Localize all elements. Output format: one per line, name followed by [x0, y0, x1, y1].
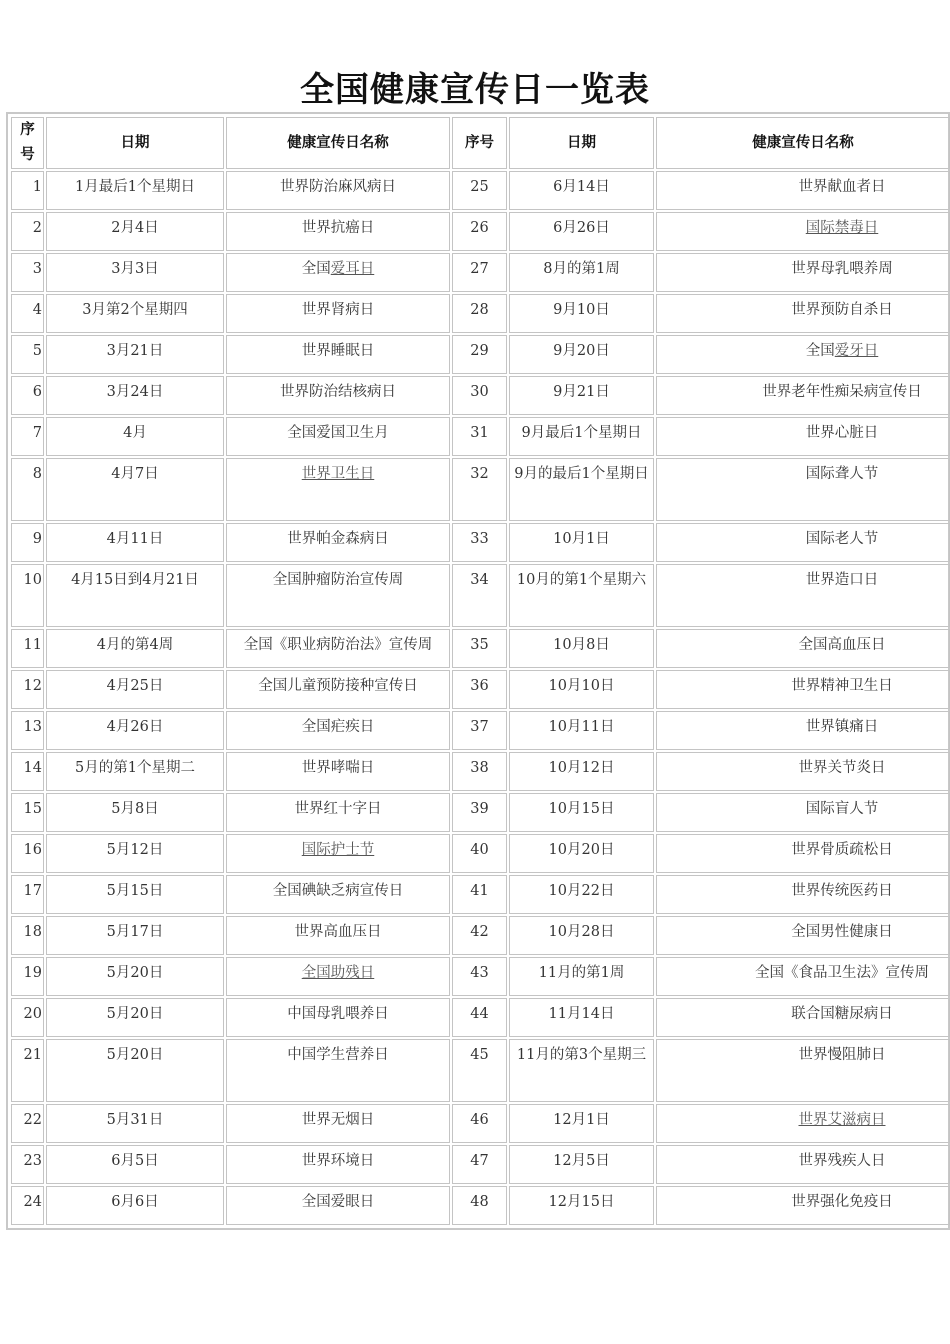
row-number-right: 47 — [452, 1145, 507, 1184]
date-cell-left: 5月20日 — [46, 1039, 224, 1102]
date-cell-left: 6月5日 — [46, 1145, 224, 1184]
date-cell-right: 10月15日 — [509, 793, 654, 832]
date-cell-left: 3月第2个星期四 — [46, 294, 224, 333]
event-name-text: 国际聋人节 — [805, 466, 879, 482]
event-name-link[interactable]: 国际禁毒日 — [805, 220, 879, 236]
event-name-cell-right — [656, 1186, 950, 1225]
row-number-right: 48 — [452, 1186, 507, 1225]
event-name-cell-right — [656, 957, 950, 996]
event-name-cell-left — [226, 711, 450, 750]
event-name-link[interactable]: 爱耳日 — [330, 261, 375, 277]
header-row — [11, 117, 950, 169]
event-name-link[interactable]: 全国助残日 — [301, 965, 375, 981]
header-date-left: 日期 — [46, 117, 224, 169]
event-name-cell-left — [226, 793, 450, 832]
event-name-cell-left — [226, 523, 450, 562]
event-name-cell-right — [656, 335, 950, 374]
row-number-left: 3 — [11, 253, 44, 292]
table-row — [11, 335, 950, 374]
table-row — [11, 752, 950, 791]
event-name-text: 全国《职业病防治法》宣传周 — [243, 637, 433, 653]
event-name-text: 中国母乳喂养日 — [287, 1006, 389, 1022]
date-cell-left: 2月4日 — [46, 212, 224, 251]
row-number-right: 36 — [452, 670, 507, 709]
date-cell-left: 4月15日到4月21日 — [46, 564, 224, 627]
event-name-text: 世界睡眠日 — [301, 343, 375, 359]
event-name-text: 全国肿瘤防治宣传周 — [272, 572, 404, 588]
row-number-right: 29 — [452, 335, 507, 374]
date-cell-left: 5月15日 — [46, 875, 224, 914]
date-cell-right: 10月11日 — [509, 711, 654, 750]
event-name-text: 国际老人节 — [805, 531, 879, 547]
date-cell-right: 10月8日 — [509, 629, 654, 668]
event-name-link[interactable]: 世界卫生日 — [301, 466, 375, 482]
event-name-cell-left — [226, 335, 450, 374]
date-cell-right: 11月14日 — [509, 998, 654, 1037]
table-row — [11, 793, 950, 832]
event-name-cell-right — [656, 916, 950, 955]
row-number-left: 13 — [11, 711, 44, 750]
event-name-text: 世界强化免疫日 — [791, 1194, 893, 1210]
row-number-right: 44 — [452, 998, 507, 1037]
event-name-text: 国际盲人节 — [805, 801, 879, 817]
date-cell-left: 4月26日 — [46, 711, 224, 750]
event-name-cell-right — [656, 458, 950, 521]
row-number-left: 21 — [11, 1039, 44, 1102]
row-number-right: 32 — [452, 458, 507, 521]
date-cell-left: 5月31日 — [46, 1104, 224, 1143]
event-name-cell-left — [226, 458, 450, 521]
date-cell-right: 10月22日 — [509, 875, 654, 914]
row-number-left: 4 — [11, 294, 44, 333]
event-name-text: 全国儿童预防接种宣传日 — [258, 678, 418, 694]
date-cell-right: 9月的最后1个星期日 — [509, 458, 654, 521]
row-number-right: 39 — [452, 793, 507, 832]
event-name-cell-right — [656, 793, 950, 832]
date-cell-left: 4月11日 — [46, 523, 224, 562]
row-number-left: 16 — [11, 834, 44, 873]
row-number-right: 30 — [452, 376, 507, 415]
table-row — [11, 458, 950, 521]
event-name-text: 全国《食品卫生法》宣传周 — [755, 965, 929, 981]
table-row — [11, 1104, 950, 1143]
event-name-cell-right — [656, 998, 950, 1037]
row-number-left: 9 — [11, 523, 44, 562]
event-name-cell-left — [226, 998, 450, 1037]
date-cell-left: 3月21日 — [46, 335, 224, 374]
table-row — [11, 212, 950, 251]
date-cell-left: 4月 — [46, 417, 224, 456]
event-name-cell-right — [656, 294, 950, 333]
event-name-cell-right — [656, 1039, 950, 1102]
event-name-cell-right — [656, 376, 950, 415]
event-name-cell-left — [226, 253, 450, 292]
event-name-text: 世界献血者日 — [798, 179, 886, 195]
row-number-left: 18 — [11, 916, 44, 955]
row-number-right: 46 — [452, 1104, 507, 1143]
row-number-right: 31 — [452, 417, 507, 456]
date-cell-right: 9月10日 — [509, 294, 654, 333]
date-cell-left: 5月20日 — [46, 998, 224, 1037]
row-number-right: 25 — [452, 171, 507, 210]
table-row — [11, 875, 950, 914]
date-cell-right: 10月的第1个星期六 — [509, 564, 654, 627]
date-cell-right: 8月的第1周 — [509, 253, 654, 292]
row-number-right: 41 — [452, 875, 507, 914]
row-number-left: 12 — [11, 670, 44, 709]
date-cell-left: 4月的第4周 — [46, 629, 224, 668]
date-cell-right: 10月1日 — [509, 523, 654, 562]
event-name-cell-left — [226, 564, 450, 627]
event-name-cell-left — [226, 875, 450, 914]
date-cell-right: 9月20日 — [509, 335, 654, 374]
event-name-cell-left — [226, 294, 450, 333]
date-cell-right: 9月21日 — [509, 376, 654, 415]
row-number-right: 34 — [452, 564, 507, 627]
table-row — [11, 711, 950, 750]
row-number-left: 14 — [11, 752, 44, 791]
date-cell-left: 6月6日 — [46, 1186, 224, 1225]
event-name-cell-right — [656, 253, 950, 292]
event-name-link[interactable]: 国际护士节 — [301, 842, 375, 858]
row-number-right: 27 — [452, 253, 507, 292]
table-row — [11, 253, 950, 292]
row-number-right: 35 — [452, 629, 507, 668]
date-cell-right: 12月15日 — [509, 1186, 654, 1225]
event-name-text: 世界镇痛日 — [805, 719, 879, 735]
event-name-link[interactable]: 爱牙日 — [834, 343, 879, 359]
event-name-cell-right — [656, 212, 950, 251]
date-cell-left: 5月8日 — [46, 793, 224, 832]
event-name-cell-right — [656, 564, 950, 627]
event-name-cell-left — [226, 417, 450, 456]
event-name-cell-right — [656, 834, 950, 873]
event-name-cell-right — [656, 1145, 950, 1184]
row-number-left: 17 — [11, 875, 44, 914]
event-name-cell-left — [226, 957, 450, 996]
date-cell-right: 12月5日 — [509, 1145, 654, 1184]
table-row — [11, 417, 950, 456]
event-name-cell-left — [226, 1145, 450, 1184]
event-name-cell-right — [656, 629, 950, 668]
date-cell-right: 6月14日 — [509, 171, 654, 210]
row-number-right: 26 — [452, 212, 507, 251]
event-name-text: 世界帕金森病日 — [287, 531, 389, 547]
header-no-left: 序号 — [11, 117, 44, 169]
health-days-table — [6, 112, 950, 1230]
row-number-left: 24 — [11, 1186, 44, 1225]
date-cell-left: 4月7日 — [46, 458, 224, 521]
page-title: 全国健康宣传日一览表 — [300, 70, 650, 110]
event-name-text: 全国爱国卫生月 — [287, 425, 389, 441]
event-name-cell-right — [656, 752, 950, 791]
row-number-right: 38 — [452, 752, 507, 791]
date-cell-left: 5月17日 — [46, 916, 224, 955]
date-cell-right: 6月26日 — [509, 212, 654, 251]
row-number-right: 45 — [452, 1039, 507, 1102]
event-name-cell-left — [226, 376, 450, 415]
event-name-text: 世界精神卫生日 — [791, 678, 893, 694]
row-number-right: 37 — [452, 711, 507, 750]
event-name-text: 世界哮喘日 — [301, 760, 375, 776]
date-cell-left: 5月的第1个星期二 — [46, 752, 224, 791]
event-name-text: 世界骨质疏松日 — [791, 842, 893, 858]
event-name-cell-left — [226, 1104, 450, 1143]
row-number-left: 10 — [11, 564, 44, 627]
event-name-text: 全国高血压日 — [798, 637, 886, 653]
date-cell-left: 3月24日 — [46, 376, 224, 415]
event-name-cell-right — [656, 670, 950, 709]
event-name-text: 世界预防自杀日 — [791, 302, 893, 318]
event-name-text: 世界心脏日 — [805, 425, 879, 441]
event-name-text: 全国疟疾日 — [301, 719, 375, 735]
header-no-right: 序号 — [452, 117, 507, 169]
event-name-text: 世界抗癌日 — [301, 220, 375, 236]
event-name-text: 世界老年性痴呆病宣传日 — [762, 384, 922, 400]
event-name-cell-right — [656, 171, 950, 210]
table-row — [11, 670, 950, 709]
row-number-right: 33 — [452, 523, 507, 562]
row-number-left: 6 — [11, 376, 44, 415]
header-name-left: 健康宣传日名称 — [226, 117, 450, 169]
date-cell-left: 5月12日 — [46, 834, 224, 873]
table-row — [11, 1145, 950, 1184]
event-name-cell-left — [226, 670, 450, 709]
row-number-left: 2 — [11, 212, 44, 251]
row-number-left: 5 — [11, 335, 44, 374]
table-row — [11, 171, 950, 210]
table-row — [11, 564, 950, 627]
event-name-cell-right — [656, 1104, 950, 1143]
event-name-cell-left — [226, 1039, 450, 1102]
date-cell-left: 3月3日 — [46, 253, 224, 292]
date-cell-right: 11月的第1周 — [509, 957, 654, 996]
table-row — [11, 957, 950, 996]
date-cell-left: 5月20日 — [46, 957, 224, 996]
row-number-left: 1 — [11, 171, 44, 210]
row-number-left: 19 — [11, 957, 44, 996]
event-name-cell-right — [656, 875, 950, 914]
table-row — [11, 376, 950, 415]
row-number-left: 15 — [11, 793, 44, 832]
row-number-left: 11 — [11, 629, 44, 668]
event-name-text: 世界高血压日 — [294, 924, 382, 940]
event-name-cell-left — [226, 171, 450, 210]
table-row — [11, 916, 950, 955]
table-row — [11, 1039, 950, 1102]
event-name-text: 全国男性健康日 — [791, 924, 893, 940]
row-number-left: 22 — [11, 1104, 44, 1143]
date-cell-right: 12月1日 — [509, 1104, 654, 1143]
date-cell-right: 10月28日 — [509, 916, 654, 955]
event-name-text: 全国 — [805, 343, 835, 359]
date-cell-right: 9月最后1个星期日 — [509, 417, 654, 456]
event-name-text: 联合国糖尿病日 — [791, 1006, 893, 1022]
event-name-cell-left — [226, 629, 450, 668]
table-row — [11, 294, 950, 333]
event-name-cell-left — [226, 1186, 450, 1225]
event-name-text: 世界母乳喂养周 — [791, 261, 893, 277]
event-name-text: 世界慢阻肺日 — [798, 1047, 886, 1063]
table-row — [11, 523, 950, 562]
event-name-cell-left — [226, 752, 450, 791]
table-row — [11, 1186, 950, 1225]
event-name-cell-right — [656, 523, 950, 562]
row-number-left: 23 — [11, 1145, 44, 1184]
event-name-text: 中国学生营养日 — [287, 1047, 389, 1063]
row-number-left: 20 — [11, 998, 44, 1037]
event-name-text: 世界无烟日 — [301, 1112, 375, 1128]
event-name-text: 世界红十字日 — [294, 801, 382, 817]
event-name-cell-left — [226, 916, 450, 955]
date-cell-left: 1月最后1个星期日 — [46, 171, 224, 210]
date-cell-right: 10月12日 — [509, 752, 654, 791]
table-row — [11, 998, 950, 1037]
row-number-right: 43 — [452, 957, 507, 996]
event-name-text: 世界环境日 — [301, 1153, 375, 1169]
event-name-text: 世界防治麻风病日 — [280, 179, 396, 195]
event-name-text: 世界残疾人日 — [798, 1153, 886, 1169]
date-cell-right: 10月10日 — [509, 670, 654, 709]
header-date-right: 日期 — [509, 117, 654, 169]
row-number-left: 7 — [11, 417, 44, 456]
event-name-text: 世界传统医药日 — [791, 883, 893, 899]
event-name-text: 全国 — [301, 261, 331, 277]
table-row — [11, 834, 950, 873]
event-name-link[interactable]: 世界艾滋病日 — [798, 1112, 886, 1128]
date-cell-left: 4月25日 — [46, 670, 224, 709]
event-name-cell-right — [656, 711, 950, 750]
event-name-text: 全国爱眼日 — [301, 1194, 375, 1210]
event-name-text: 世界肾病日 — [301, 302, 375, 318]
event-name-cell-right — [656, 417, 950, 456]
event-name-text: 世界防治结核病日 — [280, 384, 396, 400]
event-name-cell-left — [226, 212, 450, 251]
date-cell-right: 11月的第3个星期三 — [509, 1039, 654, 1102]
row-number-left: 8 — [11, 458, 44, 521]
event-name-text: 世界关节炎日 — [798, 760, 886, 776]
event-name-text: 世界造口日 — [805, 572, 879, 588]
header-name-right: 健康宣传日名称 — [656, 117, 950, 169]
date-cell-right: 10月20日 — [509, 834, 654, 873]
row-number-right: 40 — [452, 834, 507, 873]
row-number-right: 28 — [452, 294, 507, 333]
event-name-cell-left — [226, 834, 450, 873]
row-number-right: 42 — [452, 916, 507, 955]
table-row — [11, 629, 950, 668]
event-name-text: 全国碘缺乏病宣传日 — [272, 883, 404, 899]
